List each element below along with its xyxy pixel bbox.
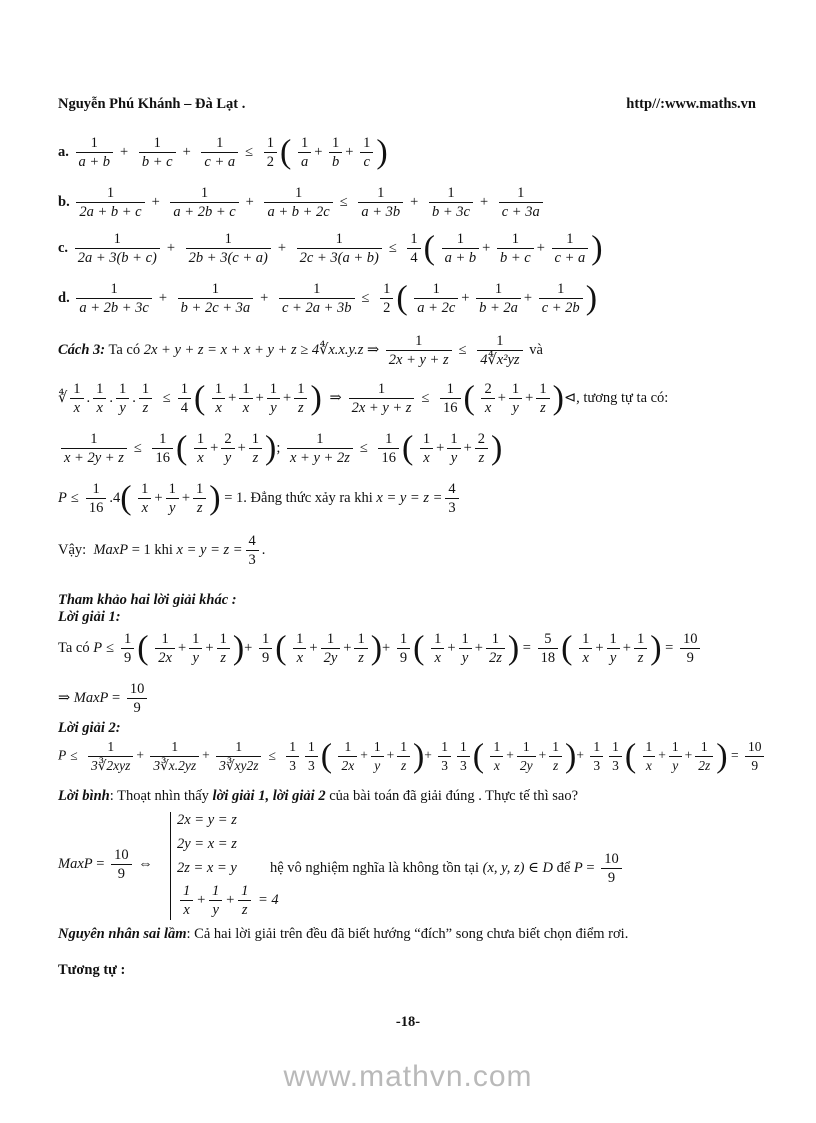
- page-number: -18-: [395, 1014, 421, 1030]
- solution1-formula: Ta có P ≤ $\frac{1}{9}$ ( $\frac{1}{2x}$ + $\frac{1}{y}$ + $\frac{1}{z}$ )+ $\frac{1}{9}$ ( $\frac{1}{x}$ + $\frac{1}{2y}$ + $\frac{1}{z}$ )+ $\frac{1}{9}$ ( $\frac{1}{x}$ + $\frac{1}{y}$ + $\frac{1}{2z}$ ) = $\frac{5}{18}$ ( $\frac{1}{x}$ + $\frac{1}{y}$ + $\frac{1}{z}$ ) = $\frac{10}{9}$: [58, 630, 703, 667]
- method3-and: và: [529, 341, 543, 358]
- comment-label: Lời bình: [58, 788, 110, 804]
- item-label-a: a.: [58, 143, 69, 160]
- equation-system: 2x = y = z 2y = x = z 2z = x = y $\frac{1}{x}$ + $\frac{1}{y}$ + $\frac{1}{z}$ = 4: [170, 812, 271, 920]
- cause-line: [58, 926, 628, 943]
- maxp-equivalence: MaxP = $\frac{10}{9}$ ⇔: [58, 847, 153, 882]
- comment-text-a: : Thoạt nhìn thấy: [109, 788, 213, 804]
- comment-line: [58, 788, 578, 805]
- method3-line4: P ≤ $\frac{1}{16}$ .4( $\frac{1}{x}$ + $\frac{1}{y}$ + $\frac{1}{z}$ ) = 1. Đẳng thức xảy ra khi x = y = z = $\frac{4}{3}$: [58, 480, 462, 517]
- conclusion-khi: khi: [154, 541, 173, 558]
- method3-line2: ∜ $\frac{1}{x}$ . $\frac{1}{x}$ . $\frac{1}{y}$ . $\frac{1}{z}$ ≤ $\frac{1}{4}$ ( $\frac{1}{x}$ + $\frac{1}{x}$ + $\frac{1}{y}$ + $\frac{1}{z}$ ) ⇒ $\frac{1}{2x + y + z}$ ≤ $\frac{1}{16}$ ( $\frac{2}{x}$ + $\frac{1}{y}$ + $\frac{1}{z}$ )⊲, tương tự ta có:: [58, 379, 669, 417]
- comment-text-b: của bài toán đã giải đúng . Thực tế thì sao?: [325, 788, 578, 804]
- header-author: Nguyễn Phú Khánh – Đà Lạt .: [58, 96, 246, 112]
- method3-expr: 2x + y + z = x + x + y + z ≥ 4∜x.x.y.z ⇒: [143, 341, 380, 358]
- method3-conclusion: Vậy: MaxP = 1 khi x = y = z = $\frac{4}{3}$ .: [58, 533, 266, 568]
- watermark: www.mathvn.com: [283, 1060, 533, 1093]
- solution2-formula: P ≤ $\frac{1}{\text{3∛2xyz}}$ + $\frac{1}{3∛x.2yz}$ + $\frac{1}{3∛xy2z}$ ≤ $\frac{1}{3}$ $\frac{1}{3}$ ( $\frac{1}{2x}$ + $\frac{1}{y}$ + $\frac{1}{z}$ )+ $\frac{1}{3}$ $\frac{1}{3}$ ( $\frac{1}{x}$ + $\frac{1}{2y}$ + $\frac{1}{z}$ )+ $\frac{1}{3}$ $\frac{1}{3}$ ( $\frac{1}{x}$ + $\frac{1}{y}$ + $\frac{1}{2z}$ ) = $\frac{10}{9}$: [58, 738, 767, 775]
- cause-text: : Cả hai lời giải trên đều đã biết hướng “đích” song chưa biết chọn điểm rơi.: [186, 926, 629, 942]
- item-label-d: d.: [58, 289, 70, 306]
- comment-bold: lời giải 1, lời giải 2: [212, 788, 326, 804]
- header-website: http//:www.maths.vn: [626, 96, 756, 112]
- inequality-d: d. $\frac{1}{a + 2b + 3c}$ + $\frac{1}{b + 2c + 3a}$ + $\frac{1}{c + 2a + 3b}$ ≤ $\frac{1}{2}$ ( $\frac{1}{a + 2c}$ + $\frac{1}{b + 2a}$ + $\frac{1}{c + 2b}$ ): [58, 279, 598, 317]
- system-note-text: hệ vô nghiệm nghĩa là không tồn tại: [270, 859, 480, 876]
- system-note-de: để: [556, 859, 571, 876]
- item-label-c: c.: [58, 239, 69, 256]
- inequality-b: b. $\frac{1}{2a + b + c}$ + $\frac{1}{a + 2b + c}$ + $\frac{1}{a + b + 2c}$ ≤ $\frac{1}{a + 3b}$ + $\frac{1}{b + 3c}$ + $\frac{1}{c + 3a}$: [58, 184, 546, 221]
- method3-similar: , tương tự ta có:: [576, 389, 669, 406]
- method3-label: Cách 3:: [58, 341, 106, 358]
- solution2-label: Lời giải 2:: [58, 720, 121, 736]
- inequality-c: c. $\frac{1}{2a + 3(b + c)}$ + $\frac{1}{2b + 3(c + a)}$ + $\frac{1}{2c + 3(a + b)}$ ≤ $\frac{1}{4}$ ( $\frac{1}{a + b}$ + $\frac{1}{b + c}$ + $\frac{1}{c + a}$ ): [58, 229, 603, 267]
- method3-equality: . Đẳng thức xảy ra khi: [243, 489, 373, 506]
- system-note: hệ vô nghiệm nghĩa là không tồn tại (x, y, z) ∈ D để P = $\frac{10}{9}$: [270, 850, 625, 887]
- similar-heading: Tương tự :: [58, 962, 126, 978]
- reference-title: Tham khảo hai lời giải khác :: [58, 592, 237, 608]
- solution1-result: ⇒ MaxP = $\frac{10}{9}$: [58, 680, 150, 717]
- method3-text: Ta có: [108, 341, 141, 358]
- inequality-a: a. $\frac{1}{a + b}$ + $\frac{1}{b + c}$ + $\frac{1}{c + a}$ ≤ $\frac{1}{2}$ ( $\frac{1}{a}$ + $\frac{1}{b}$ + $\frac{1}{c}$ ): [58, 133, 388, 171]
- item-label-b: b.: [58, 193, 70, 210]
- cause-label: Nguyên nhân sai lầm: [58, 926, 187, 942]
- method3-line1: Cách 3: Ta có 2x + y + z = x + x + y + z ≥ 4∜x.x.y.z ⇒ $\frac{1}{2x + y + z}$ ≤ $\frac{1}{\text{4∜x²yz}}$ và: [58, 333, 543, 368]
- conclusion-label: Vậy:: [58, 541, 87, 558]
- method3-line3: $\frac{1}{x + 2y + z}$ ≤ $\frac{1}{16}$ ( $\frac{1}{x}$ + $\frac{2}{y}$ + $\frac{1}{z}$ ); $\frac{1}{x + y + 2z}$ ≤ $\frac{1}{16}$ ( $\frac{1}{x}$ + $\frac{1}{y}$ + $\frac{2}{z}$ ): [58, 430, 502, 467]
- solution1-label: Lời giải 1:: [58, 609, 121, 625]
- solution1-taco: Ta có: [58, 639, 90, 656]
